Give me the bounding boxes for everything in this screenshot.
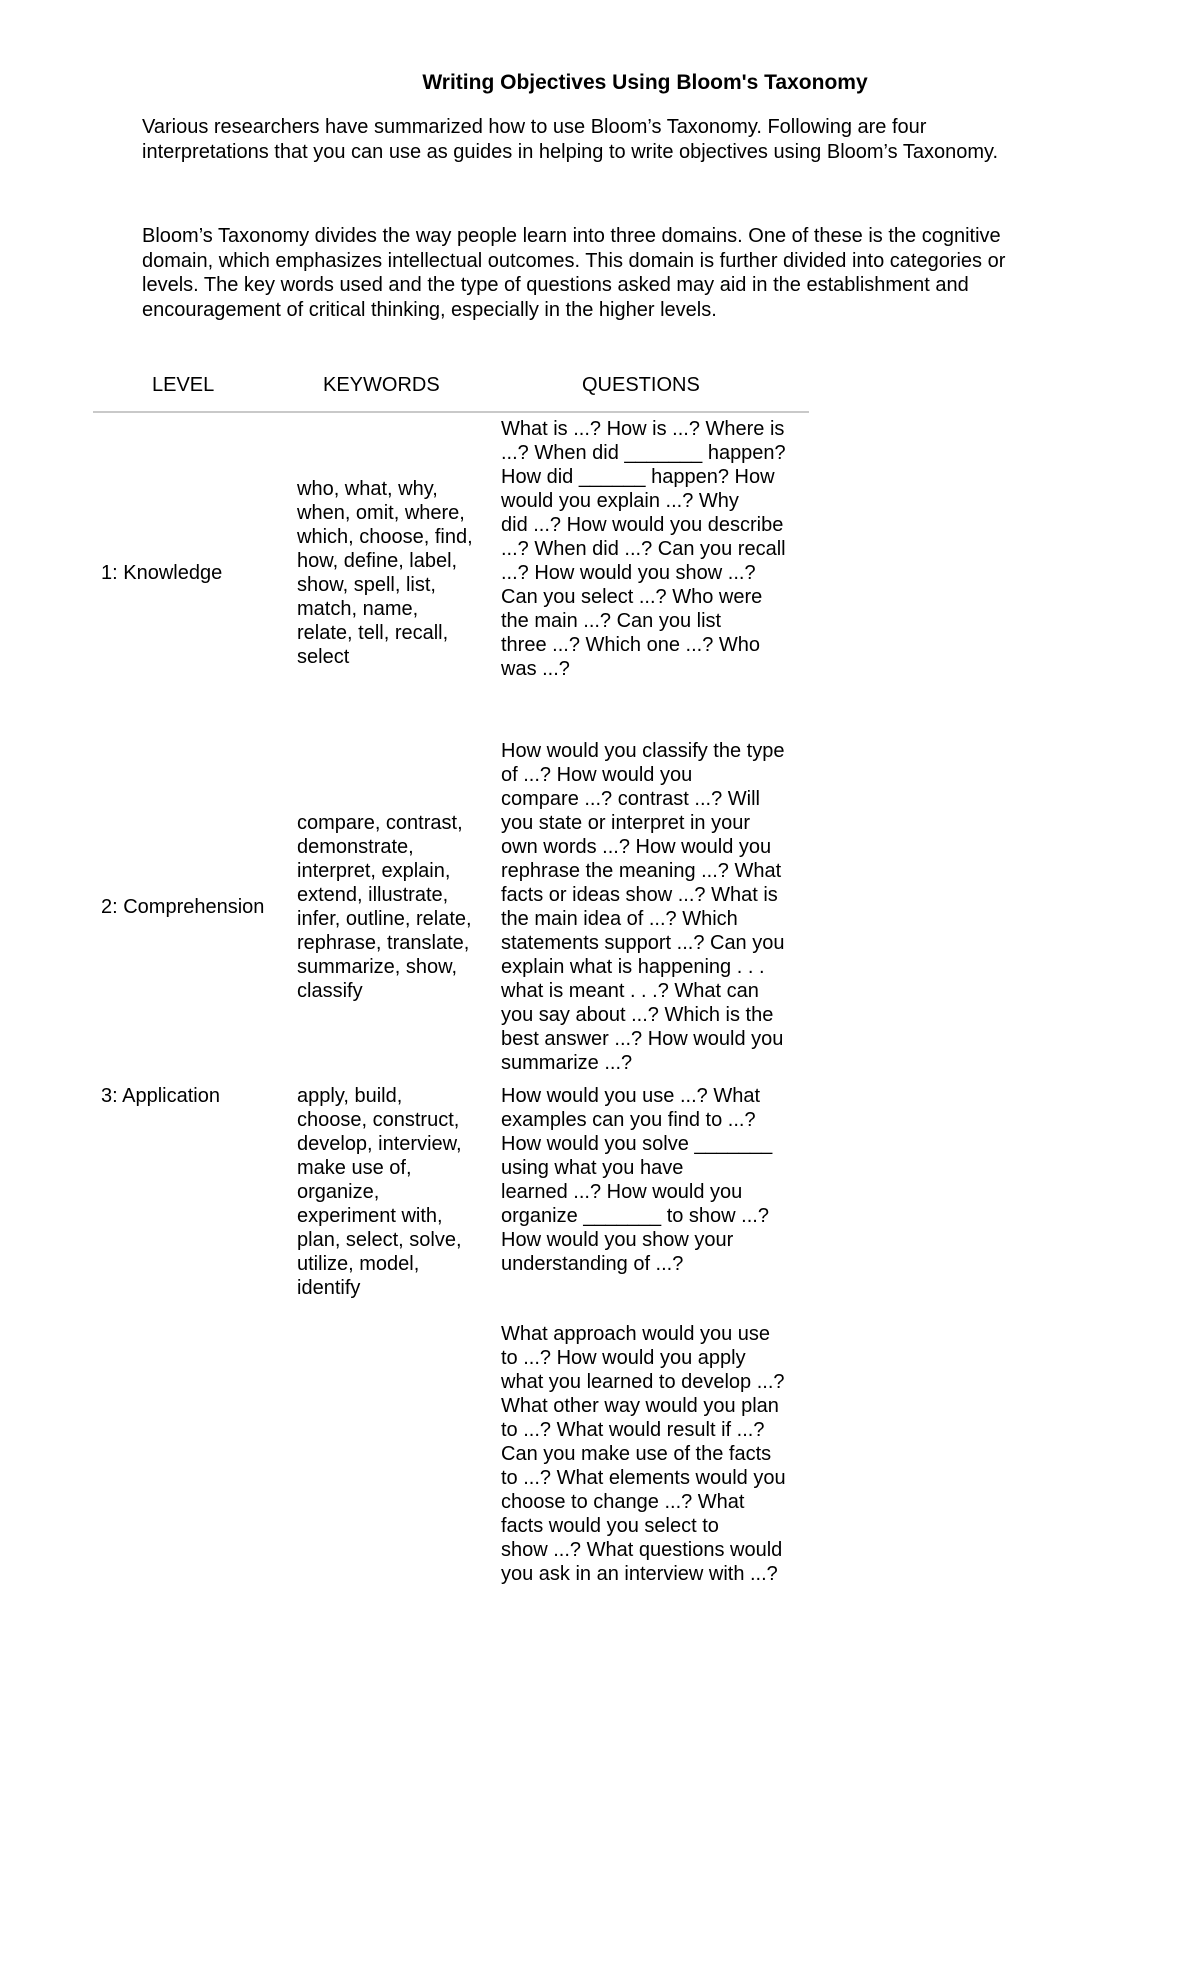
questions-cell: How would you classify the type of ...? How would you compare ...? contrast ...? Will you state or interpret in your own words ...? How would you rephrase the meaning ...? What facts or ideas show ...? What is the main idea of ...? Which statements support ...? Can you explain what is happening . . . what is meant . . .? What can you say about ...? Which is the best answer ...? How would you summarize ...? — [501, 740, 785, 1074]
questions-cell-continued: What approach would you use to ...? How would you apply what you learned to develop ...? What other way would you plan to ...? What would result if ...? Can you make use of the facts to ...? What elements would you choose to change ...? What facts would you select to show ...? What questions would you ask in an interview with ...? — [501, 1323, 786, 1585]
questions-cell: How would you use ...? What examples can you find to ...? How would you solve _______ using what you have learned ...? How would you organize _______ to show ...? How would you show your understanding of ...? — [501, 1085, 773, 1275]
level-cell: 1: Knowledge — [101, 562, 223, 584]
page-title: Writing Objectives Using Bloom's Taxonomy — [422, 71, 868, 94]
column-header-level: LEVEL — [152, 374, 215, 396]
level-cell: 2: Comprehension — [101, 896, 265, 918]
level-cell: 3: Application — [101, 1085, 220, 1107]
keywords-cell: who, what, why, when, omit, where, which, choose, find, how, define, label, show, spell, list, match, name, relate, tell, recall, select — [297, 478, 473, 668]
keywords-cell: compare, contrast, demonstrate, interpret, explain, extend, illustrate, infer, outline, relate, rephrase, translate, summarize, show, classify — [297, 812, 472, 1002]
intro-paragraph: Bloom’s Taxonomy divides the way people learn into three domains. One of these is the cognitive domain, which emphasizes intellectual outcomes. This domain is further divided into categories or levels. The key words used and the type of questions asked may aid in the establishment and encouragement of critical thinking, especially in the higher levels. — [142, 225, 1006, 321]
column-header-keywords: KEYWORDS — [323, 374, 440, 396]
column-header-questions: QUESTIONS — [582, 374, 700, 396]
questions-cell: What is ...? How is ...? Where is ...? When did _______ happen? How did ______ happen? How would you explain ...? Why did ...? How would you describe ...? When did ...? Can you recall ...? How would you show ...? Can you select ...? Who were the main ...? Can you list three ...? Which one ...? Who was ...? — [501, 418, 786, 680]
header-divider — [93, 411, 809, 413]
keywords-cell: apply, build, choose, construct, develop, interview, make use of, organize, experiment with, plan, select, solve, utilize, model, identify — [297, 1085, 462, 1299]
intro-paragraph: Various researchers have summarized how to use Bloom’s Taxonomy. Following are four interpretations that you can use as guides in helping to write objectives using Bloom’s Taxonomy. — [142, 116, 999, 163]
